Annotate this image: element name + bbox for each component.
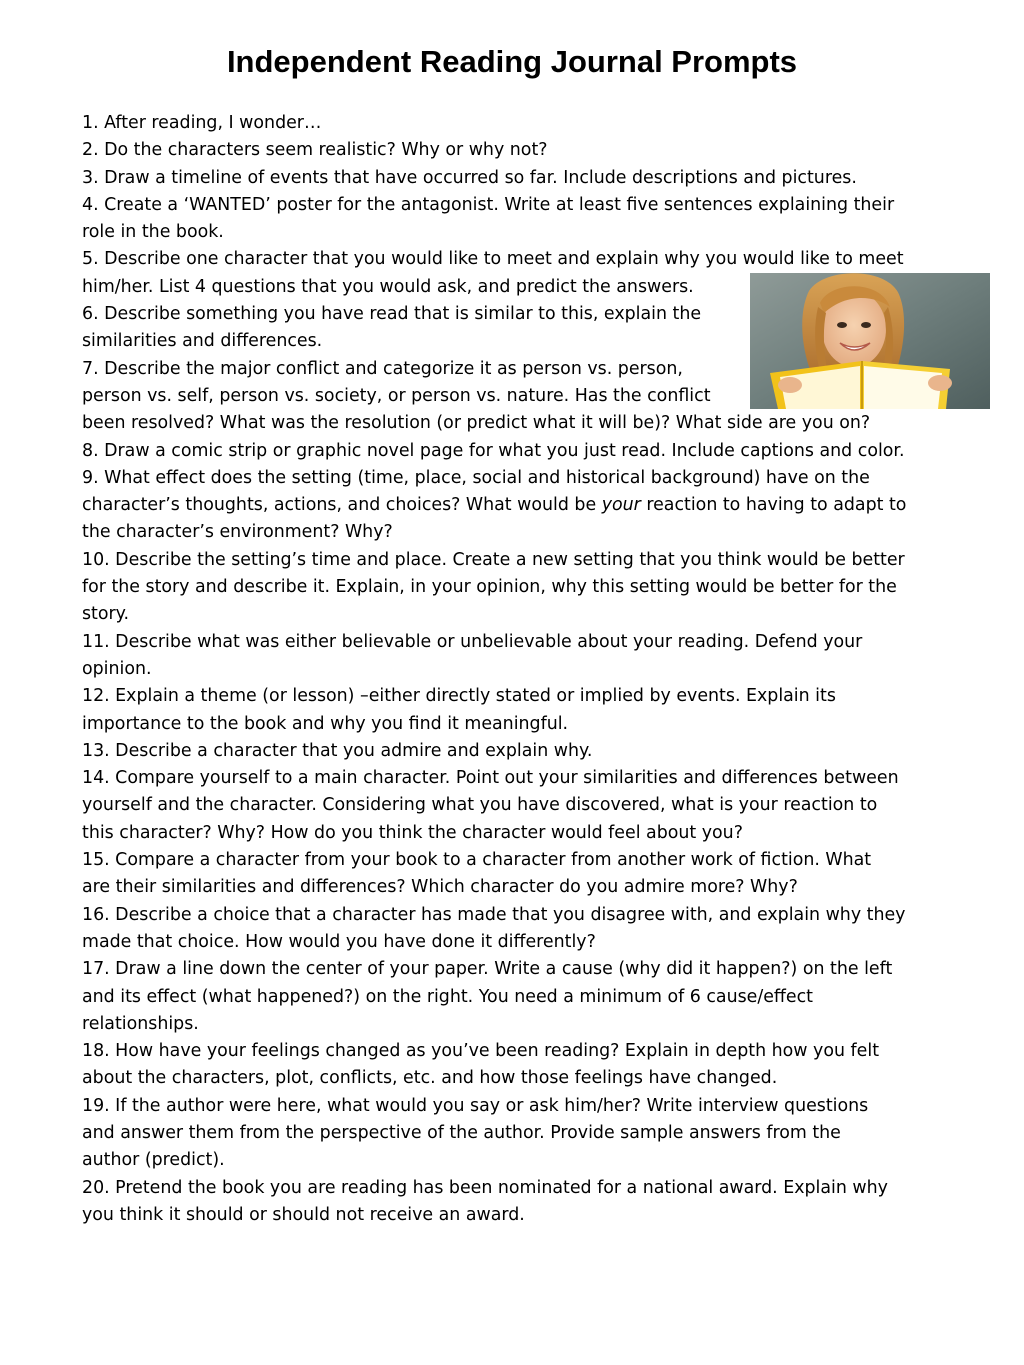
prompt-line: for the story and describe it. Explain, in your opinion, why this setting would be better for the [82, 577, 897, 598]
prompt-line: the character’s environment? Why? [82, 522, 393, 543]
prompt-line: 4. Create a ‘WANTED’ poster for the antagonist. Write at least five sentences explaining their [82, 194, 895, 215]
prompt-line: 15. Compare a character from your book to a character from another work of fiction. What [82, 850, 872, 871]
girl-reading-book-photo [750, 273, 990, 409]
prompt-line-segment: character’s thoughts, actions, and choices? What would be [82, 495, 602, 516]
prompt-line: role in the book. [82, 222, 224, 243]
prompt-line: person vs. self, person vs. society, or person vs. nature. Has the conflict [82, 385, 711, 406]
prompt-line: 7. Describe the major conflict and categorize it as person vs. person, [82, 358, 683, 379]
prompt-line: yourself and the character. Considering what you have discovered, what is your reaction to [82, 795, 878, 816]
prompt-line: story. [82, 604, 130, 625]
prompt-line: relationships. [82, 1013, 199, 1034]
prompt-line: made that choice. How would you have done it differently? [82, 931, 596, 952]
prompt-line-with-emphasis [82, 492, 962, 519]
prompt-line: importance to the book and why you find it meaningful. [82, 713, 569, 734]
page-title: Independent Reading Journal Prompts [226, 44, 798, 79]
prompt-line: and answer them from the perspective of the author. Provide sample answers from the [82, 1122, 841, 1143]
prompt-line: 2. Do the characters seem realistic? Why or why not? [82, 140, 548, 161]
prompt-line: author (predict). [82, 1150, 225, 1171]
prompt-line: 9. What effect does the setting (time, place, social and historical background) have on the [82, 467, 870, 488]
prompt-line: been resolved? What was the resolution (or predict what it will be)? What side are you on? [82, 413, 871, 434]
emphasized-word: your [601, 495, 641, 516]
prompt-line: 20. Pretend the book you are reading has been nominated for a national award. Explain why [82, 1177, 888, 1198]
prompt-line: 18. How have your feelings changed as you’ve been reading? Explain in depth how you felt [82, 1041, 880, 1062]
prompt-line: 5. Describe one character that you would like to meet and explain why you would like to meet [82, 249, 904, 270]
prompt-line-segment: reaction to having to adapt to [640, 495, 907, 516]
prompt-line: 3. Draw a timeline of events that have occurred so far. Include descriptions and pictures. [82, 167, 857, 188]
prompt-line: you think it should or should not receive an award. [82, 1204, 525, 1225]
prompt-line: are their similarities and differences? Which character do you admire more? Why? [82, 877, 798, 898]
prompt-line: 1. After reading, I wonder… [82, 113, 322, 133]
prompt-line: 6. Describe something you have read that is similar to this, explain the [82, 304, 702, 325]
prompt-line: 14. Compare yourself to a main character. Point out your similarities and differences between [82, 768, 899, 789]
prompt-line: 17. Draw a line down the center of your paper. Write a cause (why did it happen?) on the left [82, 959, 893, 980]
prompt-line: 10. Describe the setting’s time and place. Create a new setting that you think would be better [82, 549, 905, 570]
prompt-line: 19. If the author were here, what would you say or ask him/her? Write interview questions [82, 1095, 869, 1116]
prompt-line: this character? Why? How do you think the character would feel about you? [82, 822, 743, 843]
prompt-line: 11. Describe what was either believable or unbelievable about your reading. Defend your [82, 631, 863, 652]
photo-illustration [750, 273, 990, 409]
prompt-line: similarities and differences. [82, 331, 323, 352]
prompt-line: and its effect (what happened?) on the right. You need a minimum of 6 cause/effect [82, 986, 813, 1007]
prompt-line: 13. Describe a character that you admire and explain why. [82, 740, 593, 761]
prompt-line: him/her. List 4 questions that you would ask, and predict the answers. [82, 276, 694, 297]
prompt-line: about the characters, plot, conflicts, etc. and how those feelings have changed. [82, 1068, 778, 1089]
prompt-line: 8. Draw a comic strip or graphic novel page for what you just read. Include captions and color. [82, 440, 905, 461]
prompt-line: opinion. [82, 658, 152, 679]
prompt-line: 12. Explain a theme (or lesson) –either directly stated or implied by events. Explain its [82, 686, 836, 707]
prompt-line: 16. Describe a choice that a character has made that you disagree with, and explain why they [82, 904, 906, 925]
